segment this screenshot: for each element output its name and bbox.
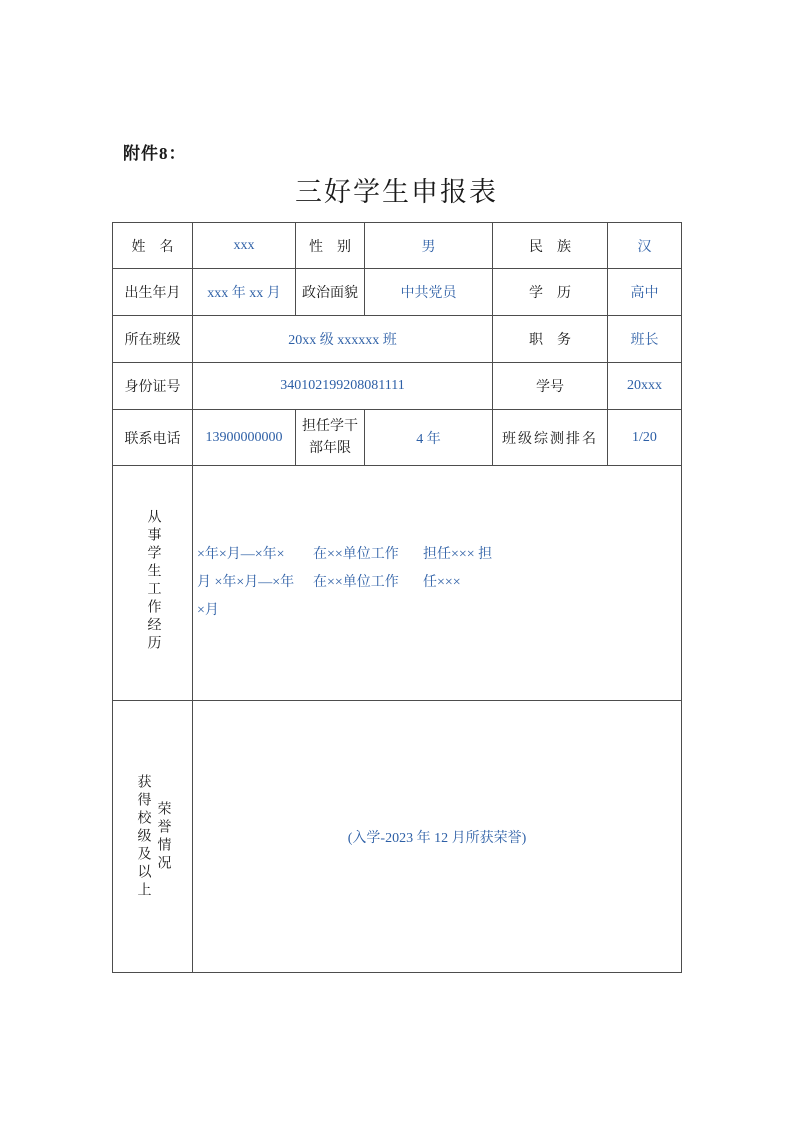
honors-label-cell <box>113 701 193 973</box>
honors-label-col2: 荣誉情况 <box>155 800 171 873</box>
work-experience-label: 从事学生工作经历 <box>145 508 161 653</box>
name-label: 姓 名 <box>113 223 193 269</box>
honors-label-col1: 获得校级及以上 <box>135 773 151 900</box>
class-value: 20xx 级 xxxxxx 班 <box>193 316 493 363</box>
experience-units: 在××单位工作 在××单位工作 <box>313 547 399 590</box>
class-label: 所在班级 <box>113 316 193 363</box>
gender-label: 性 别 <box>296 223 365 269</box>
row-basic-1 <box>113 223 682 269</box>
row-honors <box>113 701 682 973</box>
row-work-experience <box>113 466 682 701</box>
gender-value: 男 <box>365 223 493 269</box>
education-value: 高中 <box>608 269 682 316</box>
position-value: 班长 <box>608 316 682 363</box>
row-class <box>113 316 682 363</box>
id-number-value: 340102199208081111 <box>193 363 493 410</box>
row-basic-2 <box>113 269 682 316</box>
name-value: xxx <box>193 223 296 269</box>
application-table <box>112 222 682 973</box>
row-id <box>113 363 682 410</box>
experience-roles: 担任××× 担任××× <box>423 547 493 590</box>
experience-periods: ×年×月—×年×月 ×年×月—×年×月 <box>197 547 295 618</box>
ethnicity-label: 民 族 <box>493 223 608 269</box>
honors-note: (入学-2023 年 12 月所获荣誉) <box>347 830 527 846</box>
phone-label: 联系电话 <box>113 410 193 466</box>
student-no-value: 20xxx <box>608 363 682 410</box>
class-ranking-label: 班级综测排名 <box>493 410 608 466</box>
phone-value: 13900000000 <box>193 410 296 466</box>
student-no-label: 学号 <box>493 363 608 410</box>
ethnicity-value: 汉 <box>608 223 682 269</box>
page-title: 三好学生申报表 <box>295 177 498 207</box>
work-experience-label-cell <box>113 466 193 701</box>
political-value: 中共党员 <box>365 269 493 316</box>
row-contact <box>113 410 682 466</box>
cadre-years-label: 担任学干部年限 <box>296 410 365 466</box>
birth-label: 出生年月 <box>113 269 193 316</box>
id-number-label: 身份证号 <box>113 363 193 410</box>
birth-value: xxx 年 xx 月 <box>193 269 296 316</box>
political-label: 政治面貌 <box>296 269 365 316</box>
class-ranking-value: 1/20 <box>608 410 682 466</box>
work-experience-columns <box>197 541 677 625</box>
work-experience-content <box>193 466 682 701</box>
position-label: 职 务 <box>493 316 608 363</box>
attachment-label: 附件8： <box>123 144 187 163</box>
cadre-years-value: 4 年 <box>365 410 493 466</box>
education-label: 学 历 <box>493 269 608 316</box>
honors-content <box>193 701 682 973</box>
